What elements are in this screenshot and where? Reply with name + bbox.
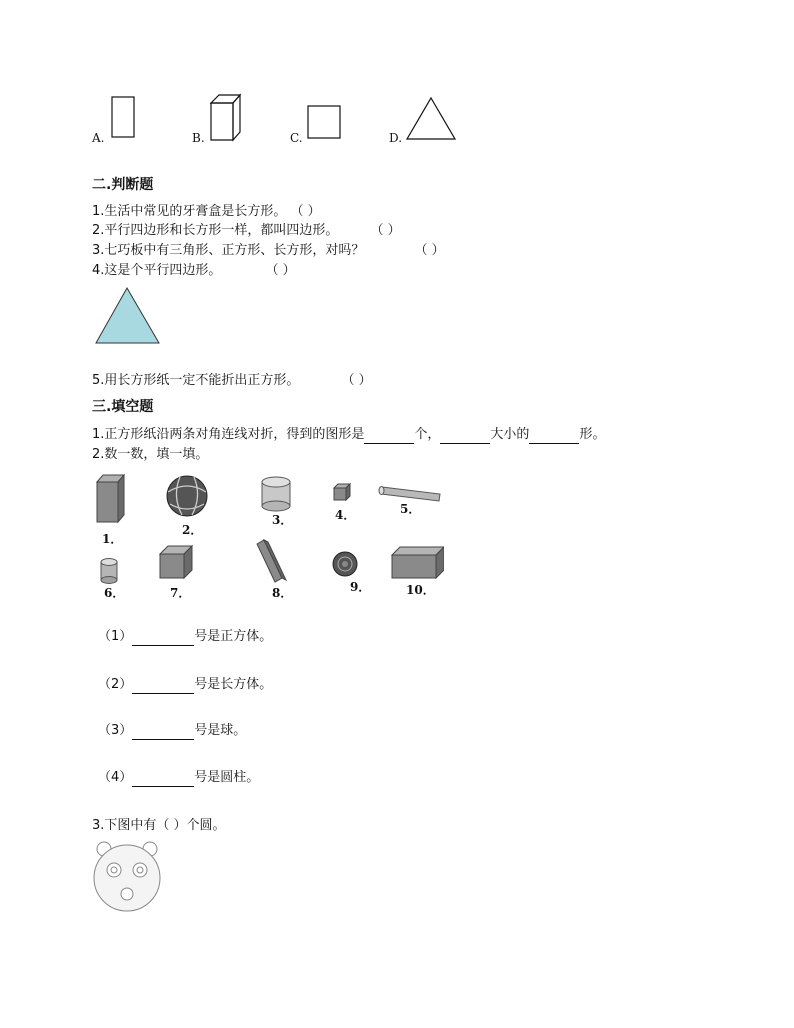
judge-item-1-text: 1.生活中常见的牙膏盒是长方形。	[92, 204, 287, 219]
solid-8-cuboid	[257, 540, 286, 582]
solid-number: 8．	[272, 586, 293, 600]
option-d-label: D.	[389, 131, 403, 145]
solid-number: 6．	[104, 586, 125, 600]
option-b-label: B.	[192, 131, 205, 145]
fill-q3-text: 3.下图中有（ ）个圆。	[92, 818, 226, 833]
fill-q2-sub-1: （1） 号是正方体。	[98, 629, 273, 644]
judge-item-5	[92, 372, 372, 390]
fill-q2-text: 2.数一数，填一填。	[92, 447, 209, 462]
fill-q2-sub-3: （3） 号是球。	[98, 723, 247, 738]
fill-q1-text-4: 形。	[579, 427, 606, 442]
triangle-icon	[405, 96, 457, 142]
option-c-label: C.	[290, 131, 303, 145]
judge-item-5-text: 5.用长方形纸一定不能折出正方形。	[92, 373, 300, 388]
fill-q1-text-1: 1.正方形纸沿两条对角连线对折，得到的图形是	[92, 427, 365, 442]
tall-rectangle-icon	[111, 96, 137, 140]
answer-paren[interactable]: （ ）	[370, 223, 401, 238]
solid-3-cylinder	[262, 477, 290, 511]
solid-number: 1．	[102, 532, 123, 546]
solid-number: 7．	[170, 586, 191, 600]
answer-paren[interactable]: （ ）	[265, 263, 296, 278]
option-a-label: A.	[92, 131, 105, 145]
judge-item-2-text: 2.平行四边形和长方形一样，都叫四边形。	[92, 223, 339, 238]
solid-number: 4．	[335, 508, 356, 522]
judge-item-4-text: 4.这是个平行四边形。	[92, 263, 222, 278]
cuboid-icon	[209, 93, 243, 143]
solids-drawing	[92, 470, 444, 600]
answer-blank[interactable]	[364, 429, 414, 444]
answer-paren[interactable]: （ ）	[341, 373, 372, 388]
solid-5-rod	[379, 487, 440, 502]
fill-q1-text-3: 大小的	[490, 427, 530, 442]
solids-figure	[92, 470, 444, 600]
judge-item-1	[92, 203, 321, 221]
solid-4-cube	[334, 484, 350, 500]
section3-heading: 三.填空题	[92, 399, 154, 415]
solid-6-cylinder	[101, 559, 117, 584]
section2-heading: 二.判断题	[92, 177, 154, 193]
answer-paren[interactable]: （ ）	[290, 204, 321, 219]
answer-blank[interactable]	[132, 725, 194, 740]
solid-7-cube	[160, 546, 192, 578]
judge-item-4	[92, 262, 296, 280]
answer-blank[interactable]	[132, 679, 194, 694]
solid-1-cuboid	[97, 475, 124, 522]
solid-9-ball	[333, 552, 357, 576]
solid-2-ball	[167, 476, 207, 516]
judge-item-2	[92, 222, 401, 240]
answer-blank[interactable]	[132, 772, 194, 787]
answer-paren[interactable]: （ ）	[414, 243, 445, 258]
judge-item-3-text: 3.七巧板中有三角形、正方形、长方形，对吗？	[92, 243, 365, 258]
fill-q2-sub-2: （2） 号是长方体。	[98, 677, 273, 692]
triangle-figure	[94, 286, 162, 346]
fill-q1-text-2: 个，	[414, 427, 441, 442]
solid-number: 5．	[400, 502, 421, 516]
judge-item-3	[92, 242, 445, 260]
solid-number: 9．	[350, 580, 371, 594]
solid-number: 2．	[182, 523, 203, 537]
solid-number: 10．	[406, 583, 435, 597]
circle-bear-figure	[92, 840, 162, 914]
square-icon	[307, 105, 343, 141]
solid-10-cuboid	[392, 547, 444, 578]
fill-q2-sub-4: （4） 号是圆柱。	[98, 770, 260, 785]
fill-q1	[92, 426, 605, 444]
answer-blank[interactable]	[440, 429, 490, 444]
solid-number: 3．	[272, 513, 293, 527]
answer-blank[interactable]	[529, 429, 579, 444]
answer-blank[interactable]	[132, 631, 194, 646]
